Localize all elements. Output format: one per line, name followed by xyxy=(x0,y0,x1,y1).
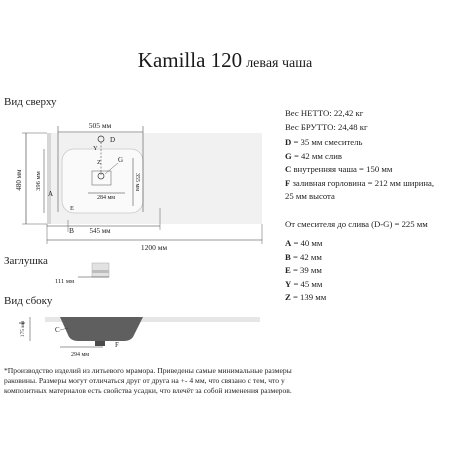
dim-396-text: 396 мм xyxy=(35,171,42,191)
dim-row: Y = 45 мм xyxy=(285,278,323,289)
dim-row: Z = 139 мм xyxy=(285,292,327,302)
bowl-top-view xyxy=(62,149,143,213)
label-D: D xyxy=(110,136,116,144)
dim-294-text: 294 мм xyxy=(70,352,90,358)
label-F: F xyxy=(115,341,119,349)
label-G: G xyxy=(118,156,124,164)
plug-label: Заглушка xyxy=(4,255,48,267)
spec-row: 25 мм высота xyxy=(285,191,335,201)
label-Z: Z xyxy=(97,159,101,166)
distance-note: От смесителя до слива (D-G) = 225 мм xyxy=(285,219,428,229)
label-C: C xyxy=(55,326,60,334)
dim-284-text: 284 мм xyxy=(96,195,116,201)
top-view-label: Вид сверху xyxy=(4,96,57,108)
dim-355-text: 355 мм xyxy=(134,172,140,192)
product-subtitle: левая чаша xyxy=(246,56,313,71)
weights-block xyxy=(285,107,368,134)
spec-row: F заливная горловина = 212 мм ширина, xyxy=(285,177,435,188)
specs-block xyxy=(285,136,434,204)
dim-1200-text: 1200 мм xyxy=(140,243,168,252)
spec-row: D = 35 мм смеситель xyxy=(285,137,363,147)
spec-row: G = 42 мм слив xyxy=(285,150,342,161)
side-view-label: Вид сбоку xyxy=(4,295,53,307)
plug-size-text: 111 мм xyxy=(55,278,75,285)
label-Y: Y xyxy=(93,145,98,152)
dim-row: E = 39 мм xyxy=(285,265,322,275)
dim-505-text: 505 мм xyxy=(88,121,112,130)
dim-row: A = 40 мм xyxy=(285,238,323,248)
dim-545-text: 545 мм xyxy=(89,227,111,235)
bowl-side xyxy=(60,317,143,341)
label-B: B xyxy=(69,226,75,235)
dim-480-text: 480 мм xyxy=(15,169,23,191)
label-A: A xyxy=(48,190,54,198)
dim-row: B = 42 мм xyxy=(285,251,322,262)
spec-row: C внутренняя чаша = 150 мм xyxy=(285,164,393,174)
dim-175-text: 175 мм xyxy=(20,320,26,338)
product-name: Kamilla 120 xyxy=(137,48,243,72)
plug-slot xyxy=(92,270,109,273)
countertop-edge xyxy=(47,133,54,224)
label-E: E xyxy=(70,205,74,212)
footnote: *Производство изделий из литьевого мрамора. Приведены самые минимальные размеры раковины. Размеры могут отличаться друг от друга на +- 4 мм, что связано с тем, что у композитных материалов есть свойства усадки, что влечёт за собой изменения размеров. xyxy=(4,366,292,396)
weight-gross: Вес БРУТТО: 24,48 кг xyxy=(285,121,368,132)
weight-net: Вес НЕТТО: 22,42 кг xyxy=(285,108,364,118)
drain-side xyxy=(95,341,105,346)
dims-block xyxy=(285,237,326,305)
